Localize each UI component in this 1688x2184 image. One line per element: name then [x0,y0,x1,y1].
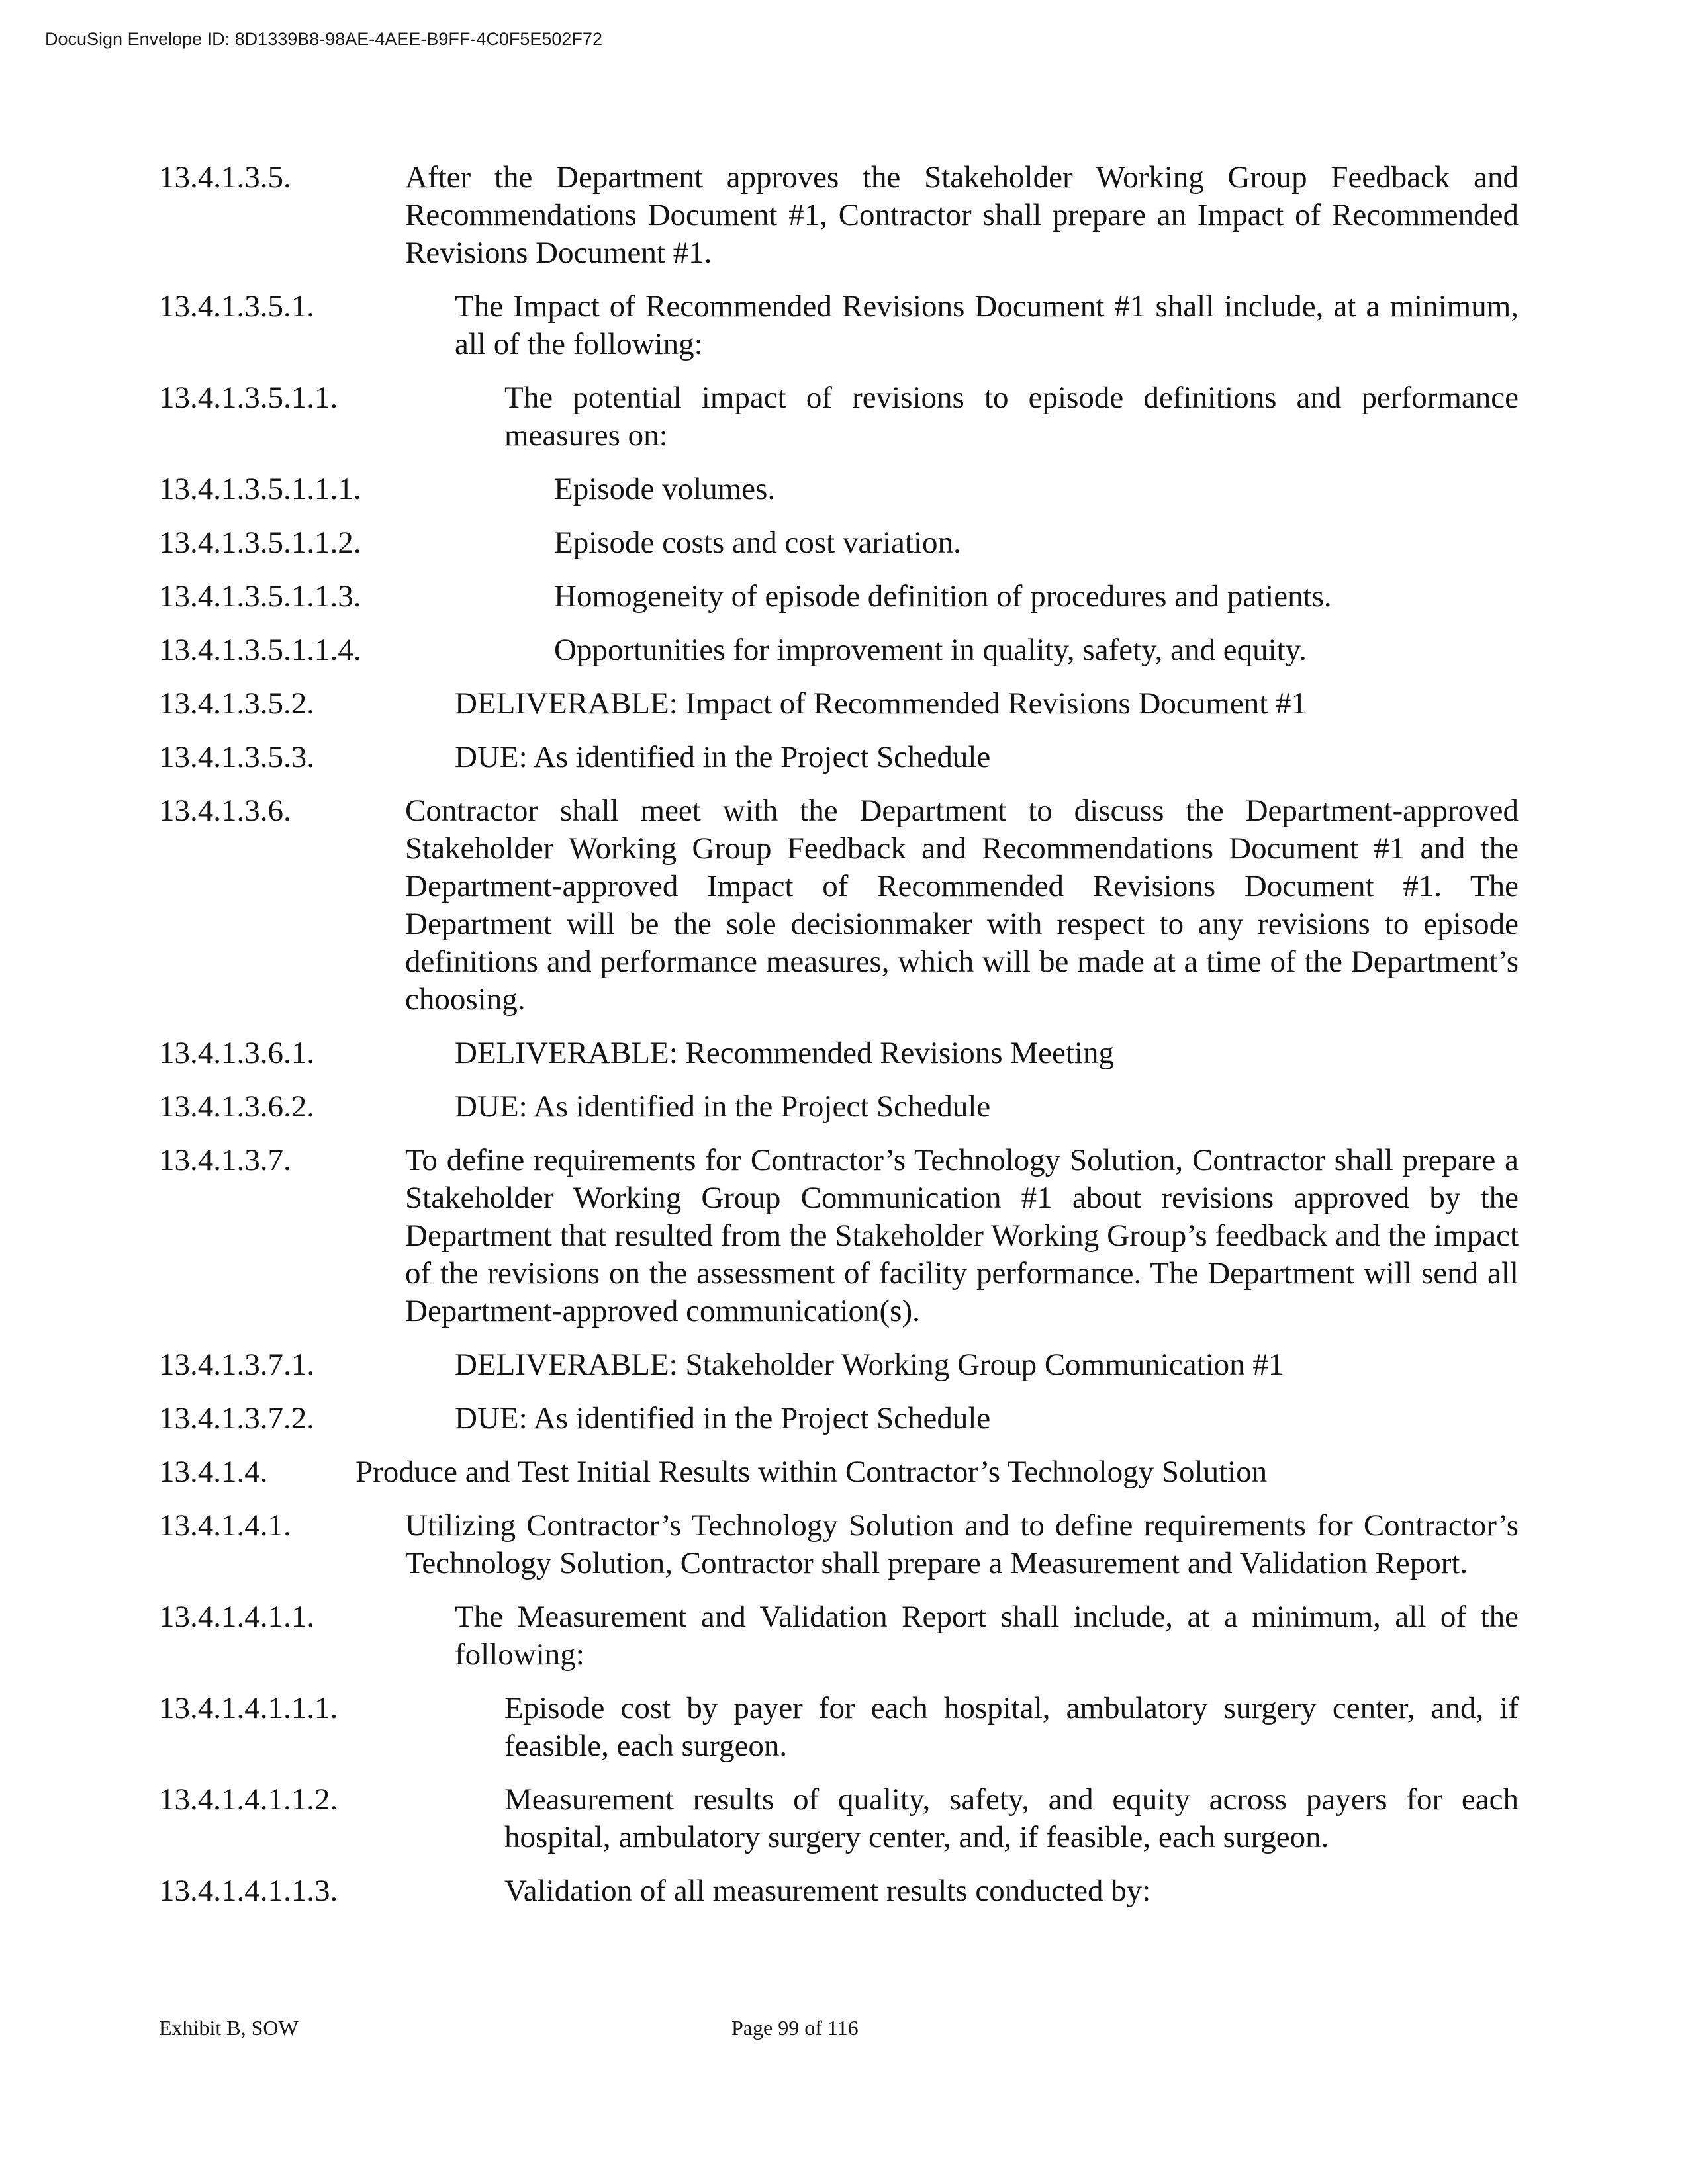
clause-text: Measurement results of quality, safety, and equity across payers for each hospital, ambulatory surgery center, and, if feasible, each surgeon. [504,1782,1519,1854]
clause-number: 13.4.1.3.6.2. [159,1089,314,1124]
clause-13-4-1-3-5-1 [159,288,1519,363]
clause-13-4-1-3-5-1-1-1 [159,471,1519,508]
clause-text: The Impact of Recommended Revisions Document #1 shall include, at a minimum, all of the following: [455,289,1519,361]
clause-text: DUE: As identified in the Project Schedule [455,1401,991,1435]
clause-text: Validation of all measurement results conducted by: [504,1874,1151,1908]
clause-13-4-1-3-6-1 [159,1034,1519,1072]
section-heading: Produce and Test Initial Results within Contractor’s Technology Solution [355,1455,1268,1489]
document-body [159,159,1519,1926]
clause-number: 13.4.1.3.5.1.1. [159,381,338,415]
clause-13-4-1-3-5 [159,159,1519,272]
clause-text: Episode costs and cost variation. [554,525,961,560]
clause-number: 13.4.1.3.7.2. [159,1401,314,1435]
clause-number: 13.4.1.3.6.1. [159,1036,314,1070]
clause-13-4-1-3-5-1-1-4 [159,631,1519,669]
clause-13-4-1-4-1-1-1 [159,1690,1519,1765]
clause-number: 13.4.1.4.1.1.1. [159,1691,338,1725]
clause-number: 13.4.1.3.5.2. [159,686,314,721]
clause-text: The Measurement and Validation Report shall include, at a minimum, all of the following: [455,1600,1519,1672]
clause-number: 13.4.1.3.7. [159,1143,291,1177]
clause-text: Episode volumes. [554,472,776,506]
clause-number: 13.4.1.3.5.1.1.3. [159,579,361,614]
clause-number: 13.4.1.3.5.3. [159,740,314,774]
clause-number: 13.4.1.3.6. [159,794,291,828]
clause-13-4-1-4-1 [159,1507,1519,1582]
page-number: Page 99 of 116 [731,2016,859,2040]
clause-number: 13.4.1.4. [159,1455,268,1489]
clause-number: 13.4.1.3.5.1.1.1. [159,472,361,506]
clause-number: 13.4.1.3.5.1.1.4. [159,633,361,667]
clause-13-4-1-3-7 [159,1142,1519,1330]
clause-text: DUE: As identified in the Project Schedule [455,1089,991,1124]
clause-number: 13.4.1.4.1.1.3. [159,1874,338,1908]
clause-text: To define requirements for Contractor’s Technology Solution, Contractor shall prepare a Stakeholder Working Group Communication #1 about revisions approved by the Department that resulted from the Stakeholder Working Group’s feedback and the impact of the revisions on the assessment of facility performance. The Department will send all Department-approved communication(s). [405,1143,1519,1328]
clause-number: 13.4.1.3.5.1. [159,289,314,324]
envelope-id: DocuSign Envelope ID: 8D1339B8-98AE-4AEE-B9FF-4C0F5E502F72 [45,29,602,49]
clause-text: Utilizing Contractor’s Technology Solution and to define requirements for Contractor’s Technology Solution, Contractor shall prepare a Measurement and Validation Report. [405,1508,1519,1580]
clause-13-4-1-3-6-2 [159,1088,1519,1126]
clause-text: Homogeneity of episode definition of procedures and patients. [554,579,1332,614]
clause-number: 13.4.1.4.1.1.2. [159,1782,338,1817]
clause-number: 13.4.1.4.1.1. [159,1600,314,1634]
clause-13-4-1-3-7-1 [159,1346,1519,1384]
clause-13-4-1-3-5-1-1 [159,379,1519,455]
clause-text: DUE: As identified in the Project Schedule [455,740,991,774]
clause-13-4-1-3-6 [159,792,1519,1019]
clause-13-4-1-3-5-3 [159,739,1519,776]
clause-text: After the Department approves the Stakeholder Working Group Feedback and Recommendations Document #1, Contractor shall prepare an Impact of Recommended Revisions Document #1. [405,160,1519,270]
clause-13-4-1-4-1-1-2 [159,1781,1519,1856]
clause-text: DELIVERABLE: Stakeholder Working Group Communication #1 [455,1347,1284,1382]
footer-exhibit-label: Exhibit B, SOW [159,2016,299,2040]
clause-number: 13.4.1.4.1. [159,1508,291,1543]
clause-13-4-1-3-5-1-1-2 [159,524,1519,562]
clause-13-4-1-4-1-1 [159,1598,1519,1674]
clause-13-4-1-3-7-2 [159,1400,1519,1437]
clause-text: DELIVERABLE: Recommended Revisions Meeting [455,1036,1114,1070]
clause-13-4-1-4-1-1-3 [159,1872,1519,1910]
clause-text: The potential impact of revisions to episode definitions and performance measures on: [504,381,1519,453]
clause-number: 13.4.1.3.5.1.1.2. [159,525,361,560]
clause-13-4-1-3-5-2 [159,685,1519,723]
clause-text: Contractor shall meet with the Department to discuss the Department-approved Stakeholder Working Group Feedback and Recommendations Document #1 and the Department-approved Impact of Recommended Revisions Document #1. The Department will be the sole decisionmaker with respect to any revisions to episode definitions and performance measures, which will be made at a time of the Department’s choosing. [405,794,1519,1017]
clause-text: DELIVERABLE: Impact of Recommended Revisions Document #1 [455,686,1307,721]
clause-number: 13.4.1.3.7.1. [159,1347,314,1382]
section-heading-13-4-1-4 [159,1453,1519,1491]
clause-text: Episode cost by payer for each hospital, ambulatory surgery center, and, if feasible, each surgeon. [504,1691,1519,1763]
clause-13-4-1-3-5-1-1-3 [159,578,1519,615]
clause-number: 13.4.1.3.5. [159,160,291,195]
clause-text: Opportunities for improvement in quality, safety, and equity. [554,633,1307,667]
